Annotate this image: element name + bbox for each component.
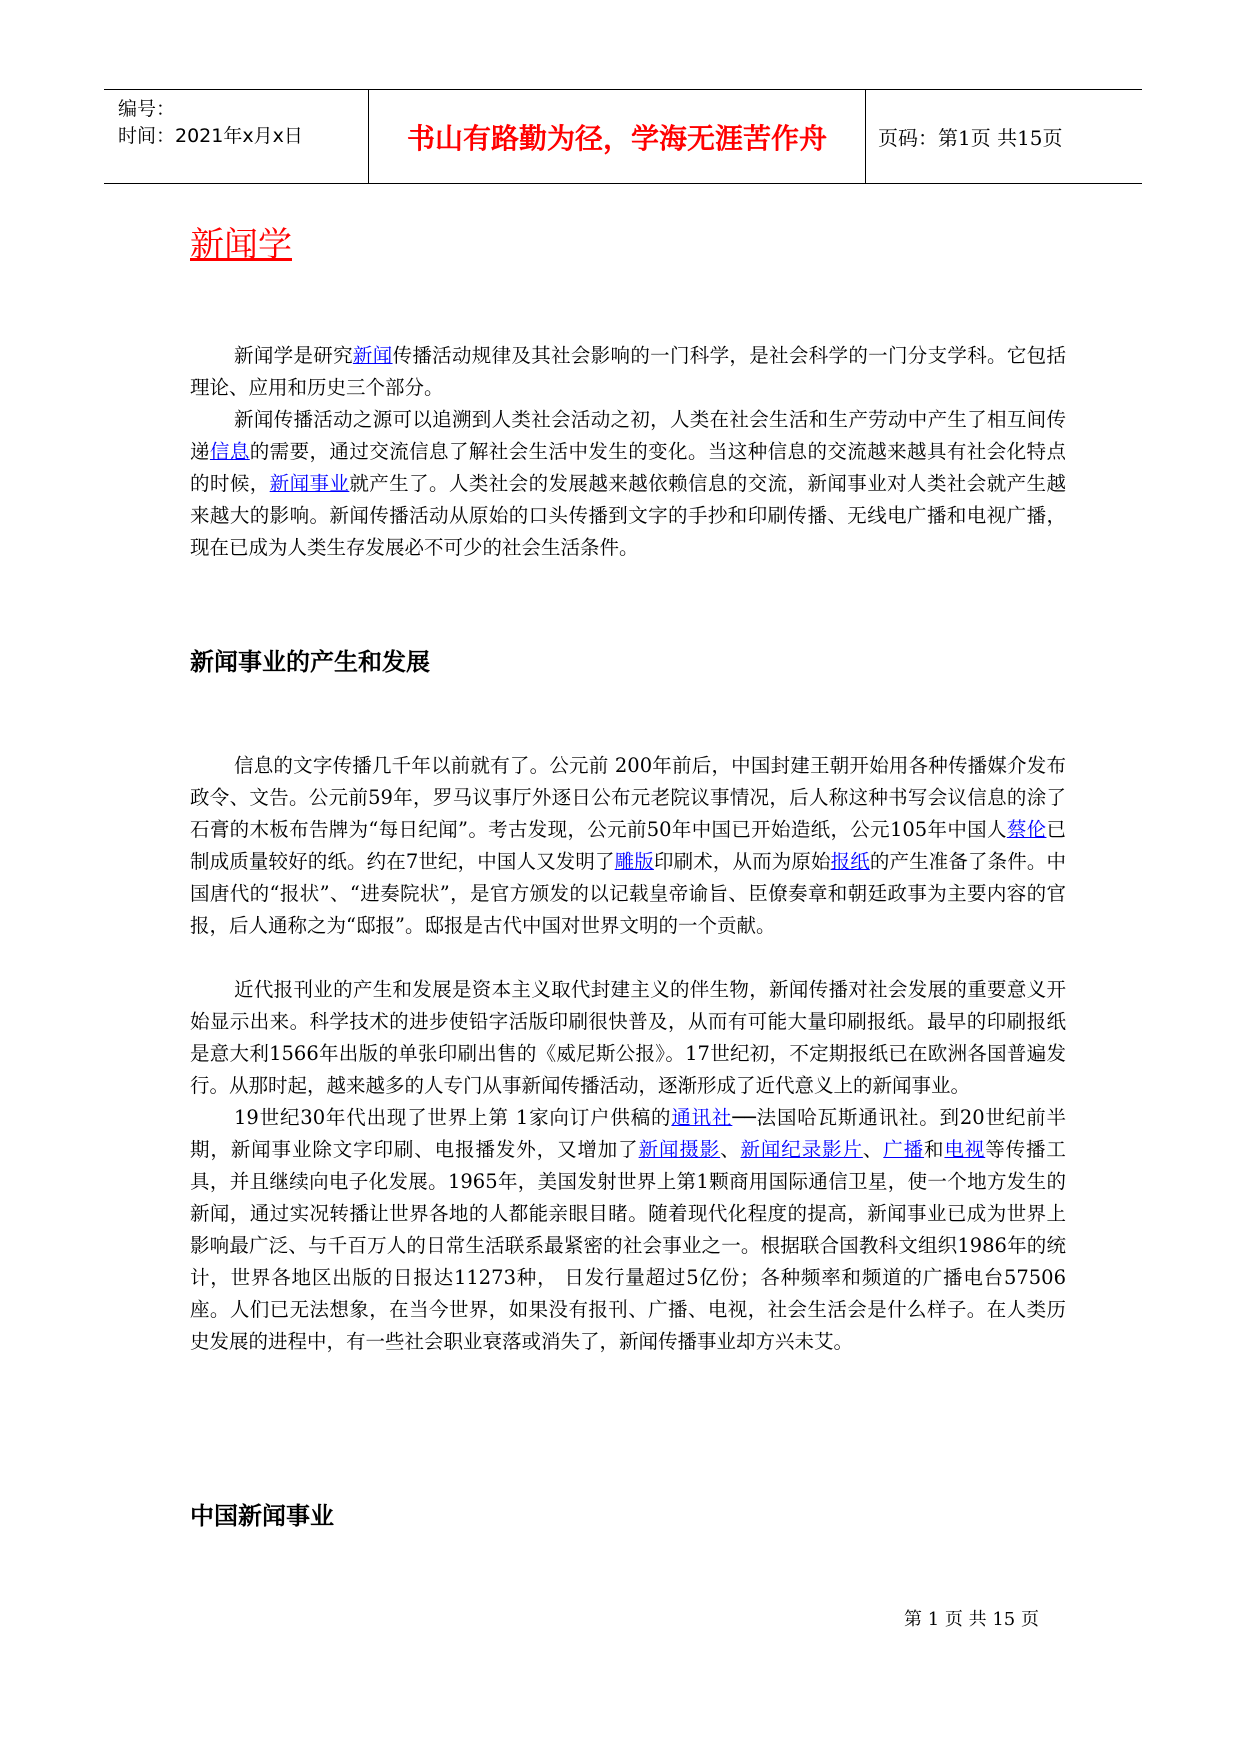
number-label: 编号： — [118, 98, 176, 120]
link-diaoban[interactable]: 雕版 — [614, 850, 654, 873]
header-meta — [104, 90, 369, 183]
text-run: 印刷术，从而为原始 — [653, 850, 831, 873]
link-xinwen-shiye[interactable]: 新闻事业 — [269, 472, 350, 495]
page-header — [104, 89, 1142, 184]
header-motto: 书山有路勤为径，学海无涯苦作舟 — [369, 90, 866, 183]
text-run: 信息的文字传播几千年以前就有了。公元前 200年前后，中国封建王朝开始用各种传播媒介发布政令、文告。公元前59年，罗马议事厅外逐日公布元老院议事情况，后人称这种书写会议信息的涂了石膏的木板布告牌为“每日纪闻”。考古发现，公元前50年中国已开始造纸，公元105年中国人 — [190, 754, 1066, 841]
link-xinwen[interactable]: 新闻 — [352, 344, 393, 367]
section-heading-2: 中国新闻事业 — [190, 1502, 334, 1530]
page-footer: 第 1 页 共 15 页 — [904, 1609, 1039, 1630]
section1-paragraph-3 — [190, 1102, 1066, 1358]
text-run: 的需要，通过交流信息了解社会生活中发生的变化。当这种信息的交流越来越具有社会化特点的时候， — [190, 440, 1066, 495]
text-run: 就产生了。人类社会的发展越来越依赖信息的交流，新闻事业对人类社会就产生越来越大的影响。新闻传播活动从原始的口头传播到文字的手抄和印刷传播、无线电广播和电视广播，现在已成为人类生存发展必不可少的社会生活条件。 — [190, 472, 1066, 559]
section1-paragraph-1 — [190, 750, 1066, 942]
text-run: 和 — [924, 1138, 945, 1161]
header-page-label: 页码：第1页 共15页 — [878, 126, 1063, 150]
text-run: 传播活动规律及其社会影响的一门科学，是社会科学的一门分支学科。它包括理论、应用和历史三个部分。 — [190, 344, 1066, 399]
text-run: 新闻传播活动之源可以追溯到人类社会活动之初，人类在社会生活和生产劳动中产生了相互间传递 — [190, 408, 1066, 463]
link-cailun[interactable]: 蔡伦 — [1006, 818, 1047, 841]
link-xinxi[interactable]: 信息 — [209, 440, 250, 463]
text-run: 、 — [862, 1138, 884, 1161]
time-label: 时间：2021年x月x日 — [118, 125, 303, 147]
text-run: 等传播工具，并且继续向电子化发展。1965年，美国发射世界上第1颗商用国际通信卫星，使一个地方发生的新闻，通过实况转播让世界各地的人都能亲眼目睹。随着现代化程度的提高，新闻事业已成为世界上影响最广泛、与千百万人的日常生活联系最紧密的社会事业之一。根据联合国教科文组织1986年的统计，世界各地区出版的日报达11273种， 日发行量超过5亿份；各种频率和频道的广播电台57506座。人们已无法想象，在当今世界，如果没有报刊、广播、电视，社会生活会是什么样子。在人类历史发展的进程中，有一些社会职业衰落或消失了，新闻传播事业却方兴未艾。 — [190, 1138, 1066, 1353]
section-heading-1: 新闻事业的产生和发展 — [190, 648, 430, 676]
intro-paragraph-1 — [190, 340, 1066, 404]
link-guangbo[interactable]: 广播 — [883, 1138, 925, 1161]
link-xinwen-sheying[interactable]: 新闻摄影 — [638, 1138, 721, 1161]
text-run: 新闻学是研究 — [234, 344, 353, 367]
section1-paragraph-2: 近代报刊业的产生和发展是资本主义取代封建主义的伴生物，新闻传播对社会发展的重要意义开始显示出来。科学技术的进步使铅字活版印刷很快普及，从而有可能大量印刷报纸。最早的印刷报纸是意大利1566年出版的单张印刷出售的《威尼斯公报》。17世纪初，不定期报纸已在欧洲各国普遍发行。从那时起，越来越多的人专门从事新闻传播活动，逐渐形成了近代意义上的新闻事业。 — [190, 978, 1066, 1097]
text-run: 、 — [720, 1138, 741, 1161]
document-title: 新闻学 — [190, 225, 292, 265]
text-run: 19世纪30年代出现了世界上第 1家向订户供稿的 — [234, 1106, 672, 1129]
text-run: ──法国哈瓦斯通讯社。到20世纪前半期，新闻事业除文字印刷、电报播发外，又增加了 — [190, 1106, 1066, 1161]
link-xinwen-jilu-yingpian[interactable]: 新闻纪录影片 — [740, 1138, 863, 1161]
link-tongxunshe[interactable]: 通讯社 — [671, 1106, 733, 1129]
text-run: 已制成质量较好的纸。约在7世纪，中国人又发明了 — [190, 818, 1066, 873]
intro-paragraph-2 — [190, 404, 1066, 564]
link-baozhi[interactable]: 报纸 — [830, 850, 870, 873]
text-run: 的产生准备了条件。中国唐代的“报状”、“进奏院状”，是官方颁发的以记载皇帝谕旨、臣僚奏章和朝廷政事为主要内容的官报，后人通称之为“邸报”。邸报是古代中国对世界文明的一个贡献。 — [190, 850, 1066, 937]
link-dianshi[interactable]: 电视 — [944, 1138, 986, 1161]
